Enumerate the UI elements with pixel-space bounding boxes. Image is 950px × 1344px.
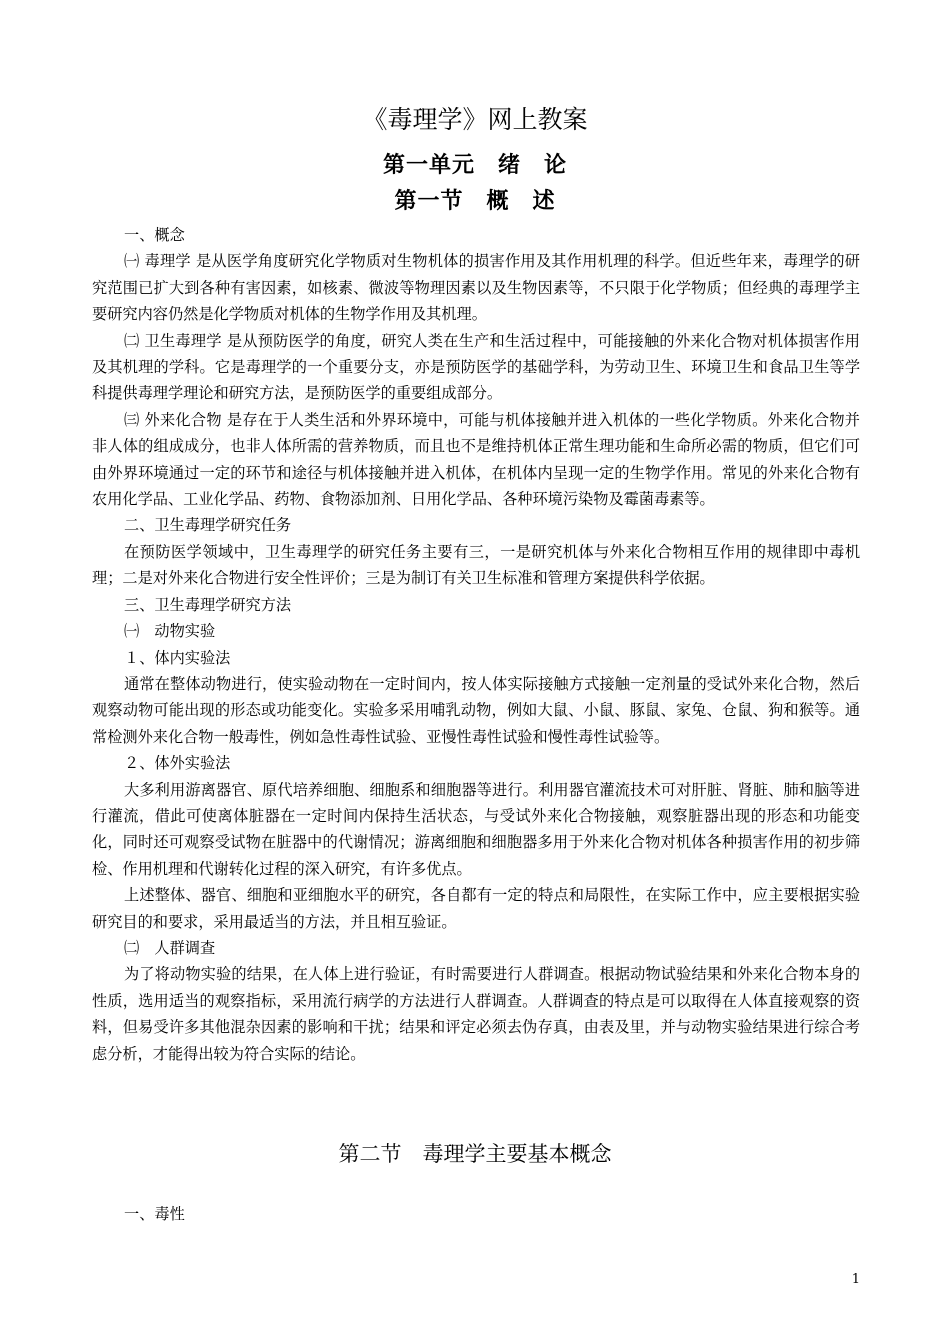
paragraph-in-vitro: 大多利用游离器官、原代培养细胞、细胞系和细胞器等进行。利用器官灌流技术可对肝脏、肾脏、肺和脑等进行灌流，借此可使离体脏器在一定时间内保持生活状态，与受试外来化合物接触，观察脏器出现的形态和功能变化，同时还可观察受试物在脏器中的代谢情况；游离细胞和细胞器多用于外来化合物对机体各种损害作用的初步筛检、作用机理和代谢转化过程的深入研究，有许多优点。	[92, 780, 860, 878]
heading-concept: 一、概念	[124, 226, 185, 244]
section2-title: 第二节 毒理学主要基本概念	[338, 1142, 612, 1166]
paragraph-research-tasks: 在预防医学领域中，卫生毒理学的研究任务主要有三，一是研究机体与外来化合物相互作用的规律即中毒机理；二是对外来化合物进行安全性评价；三是为制订有关卫生标准和管理方案提供科学依据。	[92, 542, 860, 588]
heading-in-vitro: ２、体外实验法	[124, 754, 231, 773]
paragraph-population-survey: 为了将动物实验的结果，在人体上进行验证，有时需要进行人群调查。根据动物试验结果和外来化合物本身的性质，选用适当的观察指标，采用流行病学的方法进行人群调查。人群调查的特点是可以取得在人体直接观察的资料，但易受许多其他混杂因素的影响和干扰；结果和评定必须去伪存真，由表及里，并与动物实验结果进行综合考虑分析，才能得出较为符合实际的结论。	[92, 965, 860, 1063]
paragraph-xenobiotics: ㈢ 外来化合物 是存在于人类生活和外界环境中，可能与机体接触并进入机体的一些化学物质。外来化合物并非人体的组成成分，也非人体所需的营养物质，而且也不是维持机体正常生理功能和生命所必需的物质，但它们可由外界环境通过一定的环节和途径与机体接触并进入机体，在机体内呈现一定的生物学作用。常见的外来化合物有农用化学品、工业化学品、药物、食物添加剂、日用化学品、各种环境污染物及霉菌毒素等。	[92, 410, 860, 509]
paragraph-toxicology: ㈠ 毒理学 是从医学角度研究化学物质对生物机体的损害作用及其作用机理的科学。但近些年来，毒理学的研究范围已扩大到各种有害因素，如核素、微波等物理因素以及生物因素等，不只限于化学物质；但经典的毒理学主要研究内容仍然是化学物质对机体的生物学作用及其机理。	[92, 252, 860, 324]
paragraph-in-vivo: 通常在整体动物进行，使实验动物在一定时间内，按人体实际接触方式接触一定剂量的受试外来化合物，然后观察动物可能出现的形态或功能变化。实验多采用哺乳动物，例如大鼠、小鼠、豚鼠、家兔、仓鼠、狗和猴等。通常检测外来化合物一般毒性，例如急性毒性试验、亚慢性毒性试验和慢性毒性试验等。	[92, 674, 860, 746]
paragraph-summary: 上述整体、器官、细胞和亚细胞水平的研究，各自都有一定的特点和局限性，在实际工作中，应主要根据实验研究目的和要求，采用最适当的方法，并且相互验证。	[92, 886, 860, 931]
unit-title: 第一单元 绪 论	[382, 152, 567, 178]
document-title: 《毒理学》网上教案	[362, 105, 588, 134]
page-number: 1	[851, 1272, 860, 1287]
heading-research-methods: 三、卫生毒理学研究方法	[124, 595, 292, 614]
section-title: 第一节 概 述	[394, 188, 556, 214]
heading-toxicity: 一、毒性	[124, 1205, 185, 1223]
body-text	[92, 222, 860, 1067]
heading-animal-experiment: ㈠ 动物实验	[124, 622, 216, 641]
heading-population-survey: ㈡ 人群调查	[124, 938, 216, 957]
heading-in-vivo: １、体内实验法	[124, 648, 231, 667]
paragraph-hygiene-toxicology: ㈡ 卫生毒理学 是从预防医学的角度，研究人类在生产和生活过程中，可能接触的外来化合物对机体损害作用及其机理的学科。它是毒理学的一个重要分支，亦是预防医学的基础学科，为劳动卫生、环境卫生和食品卫生等学科提供毒理学理论和研究方法，是预防医学的重要组成部分。	[92, 331, 860, 403]
heading-research-tasks: 二、卫生毒理学研究任务	[124, 516, 292, 535]
